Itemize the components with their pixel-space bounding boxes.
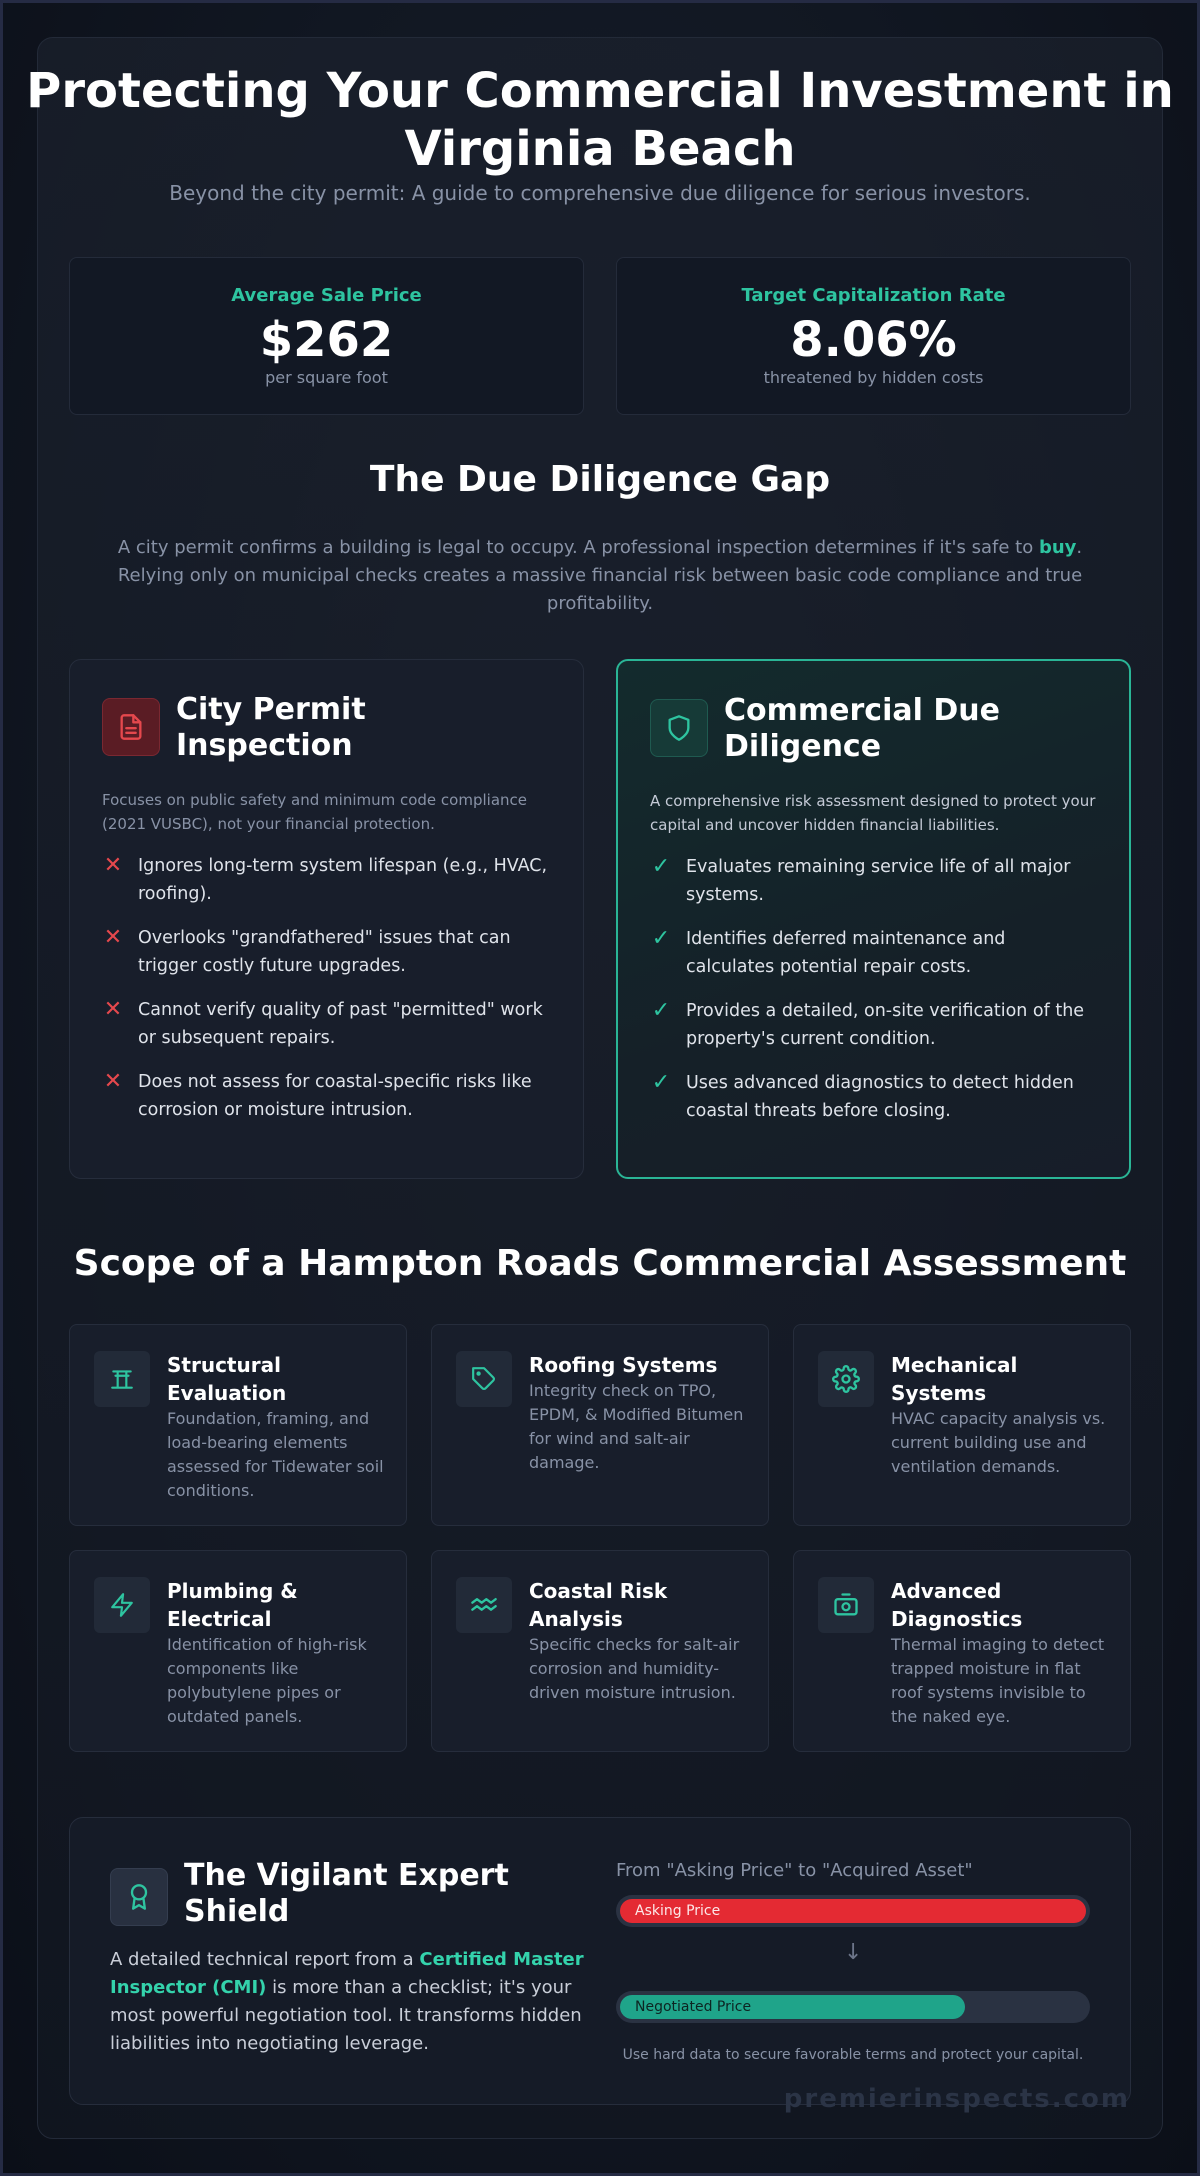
bar-caption: From "Asking Price" to "Acquired Asset" — [616, 1860, 973, 1881]
page-title: Protecting Your Commercial Investment in Virginia Beach — [26, 63, 1174, 177]
list-item: ✓ Provides a detailed, on-site verification of the property's current condition. — [650, 997, 1097, 1053]
list-item: ✕ Does not assess for coastal-specific risks like corrosion or moisture intrusion. — [102, 1068, 551, 1124]
due-diligence-title: Commercial Due Diligence — [724, 693, 1000, 764]
stat-note: threatened by hidden costs — [763, 368, 984, 387]
scope-card-title: Coastal Risk Analysis — [529, 1579, 668, 1631]
negotiated-price-bar — [616, 1991, 1090, 2023]
shield-icon — [650, 699, 708, 757]
scope-card-description: HVAC capacity analysis vs. current building use and ventilation demands. — [891, 1409, 1106, 1476]
stat-cap-rate — [616, 257, 1131, 415]
stat-label: Average Sale Price — [231, 285, 422, 306]
scope-card-description: Thermal imaging to detect trapped moisture in flat roof systems invisible to the naked eye. — [891, 1635, 1105, 1726]
stat-value: 8.06% — [790, 312, 957, 368]
bar-note: Use hard data to secure favorable terms and protect your capital. — [622, 2047, 1084, 2063]
permit-inspection-card — [69, 659, 584, 1179]
due-diligence-description: A comprehensive risk assessment designed to protect your capital and uncover hidden financial liabilities. — [650, 792, 1096, 834]
permit-title: City Permit Inspection — [176, 692, 366, 763]
gap-section-title: The Due Diligence Gap — [369, 459, 831, 500]
scope-card-coastal-risk — [431, 1550, 769, 1752]
scope-card-structural — [69, 1324, 407, 1526]
gear-icon — [818, 1351, 874, 1407]
lightning-bolt-icon — [94, 1577, 150, 1633]
x-icon: ✕ — [103, 997, 123, 1022]
negotiated-price-fill: Negotiated Price — [620, 1995, 965, 2019]
arrow-down-icon: ↓ — [844, 1940, 863, 1965]
asking-price-bar — [616, 1895, 1090, 1927]
list-item: ✓ Identifies deferred maintenance and calculates potential repair costs. — [650, 925, 1097, 981]
scope-card-advanced-diagnostics — [793, 1550, 1131, 1752]
scope-card-plumbing-electrical — [69, 1550, 407, 1752]
award-ribbon-icon — [110, 1868, 168, 1926]
beam-structure-icon — [94, 1351, 150, 1407]
scope-card-title: Plumbing & Electrical — [167, 1579, 298, 1631]
scope-card-title: Structural Evaluation — [167, 1353, 287, 1405]
check-icon: ✓ — [651, 1070, 671, 1095]
cmi-highlight: Certified Master Inspector (CMI) — [110, 1949, 584, 1998]
scope-section-title: Scope of a Hampton Roads Commercial Assessment — [73, 1243, 1127, 1284]
gap-highlight: buy — [1038, 537, 1077, 558]
stat-note: per square foot — [265, 368, 388, 387]
stat-label: Target Capitalization Rate — [741, 285, 1006, 306]
vigilant-expert-shield-panel — [69, 1817, 1131, 2105]
check-icon: ✓ — [651, 998, 671, 1023]
tag-icon — [456, 1351, 512, 1407]
watermark: premierinspects.com — [783, 2084, 1130, 2114]
scope-card-description: Integrity check on TPO, EPDM, & Modified Bitumen for wind and salt-air damage. — [529, 1381, 744, 1472]
permit-description: Focuses on public safety and minimum code compliance (2021 VUSBC), not your financial protection. — [102, 791, 527, 833]
scope-card-mechanical — [793, 1324, 1131, 1526]
x-icon: ✕ — [103, 925, 123, 950]
asking-price-fill: Asking Price — [620, 1899, 1086, 1923]
list-item: ✓ Evaluates remaining service life of all major systems. — [650, 853, 1097, 909]
scope-card-title: Advanced Diagnostics — [891, 1579, 1023, 1631]
document-icon — [102, 698, 160, 756]
scope-card-roofing — [431, 1324, 769, 1526]
list-item: ✓ Uses advanced diagnostics to detect hidden coastal threats before closing. — [650, 1069, 1097, 1125]
check-icon: ✓ — [651, 926, 671, 951]
scope-card-title: Roofing Systems — [529, 1353, 718, 1377]
stat-average-sale-price — [69, 257, 584, 415]
stat-value: $262 — [259, 312, 394, 368]
list-item: ✕ Overlooks "grandfathered" issues that can trigger costly future upgrades. — [102, 924, 551, 980]
shield-description: A detailed technical report from a Certified Master Inspector (CMI) is more than a checklist; it's your most powerful negotiation tool. It transforms hidden liabilities into negotiating leverage. — [110, 1949, 584, 2054]
gap-description: A city permit confirms a building is legal to occupy. A professional inspection determines if it's safe to buy. Relying only on municipal checks creates a massive financial risk between basic code compliance and true profitability. — [117, 537, 1083, 614]
shield-title: The Vigilant Expert Shield — [184, 1858, 509, 1929]
x-icon: ✕ — [103, 1069, 123, 1094]
permit-list — [102, 852, 551, 1124]
scope-card-title: Mechanical Systems — [891, 1353, 1018, 1405]
scope-card-description: Foundation, framing, and load-bearing elements assessed for Tidewater soil conditions. — [167, 1409, 384, 1500]
scope-card-description: Identification of high-risk components like polybutylene pipes or outdated panels. — [167, 1635, 367, 1726]
due-diligence-card — [616, 659, 1131, 1179]
waves-icon — [456, 1577, 512, 1633]
check-icon: ✓ — [651, 854, 671, 879]
page-subtitle: Beyond the city permit: A guide to comprehensive due diligence for serious investors. — [169, 181, 1031, 205]
list-item: ✕ Cannot verify quality of past "permitted" work or subsequent repairs. — [102, 996, 551, 1052]
list-item: ✕ Ignores long-term system lifespan (e.g., HVAC, roofing). — [102, 852, 551, 908]
camera-icon — [818, 1577, 874, 1633]
x-icon: ✕ — [103, 853, 123, 878]
scope-card-description: Specific checks for salt-air corrosion and humidity-driven moisture intrusion. — [529, 1635, 740, 1702]
due-diligence-list — [650, 853, 1097, 1125]
